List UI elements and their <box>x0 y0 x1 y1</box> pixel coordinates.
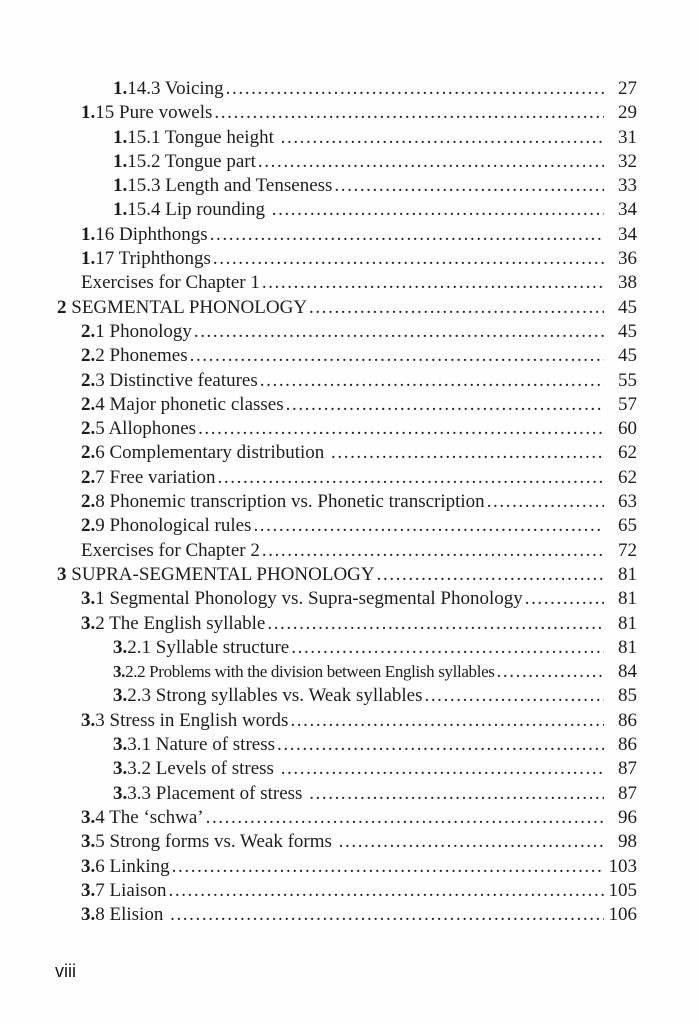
toc-entry-title <box>81 539 260 563</box>
toc-entry <box>57 490 637 514</box>
toc-entry-title <box>81 101 212 125</box>
toc-entry-text: 1 Phonology <box>95 320 192 342</box>
toc-page-number: 31 <box>618 126 637 148</box>
toc-entry-chapter-number: 3. <box>113 636 128 658</box>
toc-entry-text: 3 Stress in English words <box>95 709 289 731</box>
toc-entry-title <box>81 441 329 465</box>
toc-page-number: 98 <box>618 831 637 853</box>
toc-leader-dots <box>377 563 604 587</box>
toc-entry-title <box>81 271 260 295</box>
toc-entry <box>57 126 637 150</box>
toc-page-number: 32 <box>618 150 637 172</box>
toc-leader-dots <box>309 782 604 806</box>
toc-entry-chapter-number: 1. <box>113 175 128 197</box>
toc-leader-dots <box>497 660 604 684</box>
toc-leader-dots <box>424 684 604 708</box>
toc-page-number: 72 <box>618 539 637 561</box>
toc-leader-dots <box>260 369 604 393</box>
toc-entry-chapter-number: 2 <box>57 296 67 318</box>
folio-page-number: viii <box>55 961 76 981</box>
toc-entry-title <box>81 247 211 271</box>
toc-entry-title <box>113 660 495 684</box>
toc-entry-chapter-number: 2. <box>81 345 96 367</box>
toc-entry-text: 2.3 Strong syllables vs. Weak syllables <box>127 685 423 707</box>
toc-entry-chapter-number: 3. <box>81 855 96 877</box>
toc-page-number: 34 <box>618 199 637 221</box>
toc-entry-title <box>81 612 265 636</box>
toc-entry <box>57 393 637 417</box>
toc-leader-dots <box>331 441 604 465</box>
toc-entry <box>57 757 637 781</box>
toc-entry <box>57 830 637 854</box>
toc-entry-text: 7 Liaison <box>95 879 167 901</box>
toc-leader-dots <box>267 612 604 636</box>
toc-leader-dots <box>190 344 604 368</box>
toc-entry <box>57 466 637 490</box>
toc-entry <box>57 709 637 733</box>
toc-page-number: 81 <box>618 636 637 658</box>
toc-leader-dots <box>206 806 604 830</box>
toc-leader-dots <box>262 271 604 295</box>
toc-entry-text: 4 The ‘schwa’ <box>95 806 204 828</box>
toc-page-number: 34 <box>618 223 637 245</box>
toc-entry-title <box>113 733 275 757</box>
toc-page-number: 84 <box>618 661 637 683</box>
toc-entry-title <box>81 393 284 417</box>
toc-page-number: 27 <box>618 78 637 99</box>
toc-entry <box>57 782 637 806</box>
toc-page-number: 106 <box>608 904 637 926</box>
toc-page-number: 86 <box>618 734 637 756</box>
toc-entry-chapter-number: 3. <box>81 709 96 731</box>
toc-entry-chapter-number: 3. <box>113 685 128 707</box>
toc-entry-text: 9 Phonological rules <box>95 515 252 537</box>
toc-page-number: 105 <box>608 879 637 901</box>
toc-page-number: 45 <box>618 296 637 318</box>
toc-entry-text: 3.2 Levels of stress <box>127 758 279 780</box>
toc-entry-title <box>81 466 216 490</box>
toc-leader-dots <box>525 587 604 611</box>
toc-leader-dots <box>172 855 604 879</box>
toc-leader-dots <box>277 733 604 757</box>
toc-entry-text: 7 Free variation <box>95 466 216 488</box>
toc-page-number: 87 <box>618 758 637 780</box>
toc-entry-text: 15.2 Tongue part <box>127 150 256 172</box>
toc-entry-title <box>81 490 485 514</box>
toc-page-number: 62 <box>618 442 637 464</box>
toc-page-number: 45 <box>618 345 637 367</box>
toc-page-number: 86 <box>618 709 637 731</box>
toc-leader-dots <box>210 223 604 247</box>
toc-entry-title <box>81 709 288 733</box>
toc-page-number: 55 <box>618 369 637 391</box>
toc-page-number: 62 <box>618 466 637 488</box>
toc-entry-title <box>57 296 307 320</box>
toc-entry-title <box>81 369 258 393</box>
toc-entry-title <box>113 150 256 174</box>
toc-entry-chapter-number: 2. <box>81 442 96 464</box>
toc-entry-text: 17 Triphthongs <box>95 248 211 270</box>
toc-entry-title <box>81 320 192 344</box>
toc-entry-chapter-number: 2. <box>81 418 96 440</box>
toc-entry-title <box>81 830 337 854</box>
toc-entry <box>57 417 637 441</box>
toc-entry <box>57 77 637 101</box>
toc-entry-title <box>113 636 289 660</box>
toc-page-number: 103 <box>608 855 637 877</box>
toc-entry-chapter-number: 1. <box>113 78 128 99</box>
toc-entry-text: 15 Pure vowels <box>95 102 213 124</box>
toc-leader-dots <box>198 417 604 441</box>
toc-page-number: 36 <box>618 248 637 270</box>
toc-entry <box>57 636 637 660</box>
toc-page-number: 57 <box>618 393 637 415</box>
toc-entry <box>57 344 637 368</box>
toc-leader-dots <box>226 77 604 101</box>
toc-leader-dots <box>258 150 604 174</box>
toc-leader-dots <box>213 247 604 271</box>
toc-entry-title <box>113 757 279 781</box>
toc-entry-text: 3.1 Nature of stress <box>127 734 275 756</box>
toc-leader-dots <box>487 490 604 514</box>
toc-entry-text: 2.1 Syllable structure <box>127 636 290 658</box>
toc-entry-title <box>81 514 251 538</box>
toc-entry-text: SEGMENTAL PHONOLOGY <box>66 296 308 318</box>
toc-page-number: 63 <box>618 491 637 513</box>
toc-leader-dots <box>281 126 604 150</box>
toc-entry-text: 6 Complementary distribution <box>95 442 330 464</box>
toc-entry-text: 8 Phonemic transcription vs. Phonetic transcription <box>95 491 485 513</box>
toc-entry <box>57 660 637 684</box>
toc-entry <box>57 733 637 757</box>
toc-leader-dots <box>218 466 604 490</box>
toc-entry-text: 15.3 Length and Tenseness <box>127 175 333 197</box>
toc-page-number: 45 <box>618 320 637 342</box>
toc-entry-chapter-number: 2. <box>81 320 96 342</box>
toc-leader-dots <box>309 296 604 320</box>
toc-page-number: 29 <box>618 102 637 124</box>
toc-entry <box>57 684 637 708</box>
toc-entry <box>57 855 637 879</box>
toc-page-number: 65 <box>618 515 637 537</box>
toc-entry-title <box>81 223 208 247</box>
toc-entry-text: 2 The English syllable <box>95 612 266 634</box>
toc-entry <box>57 320 637 344</box>
toc-entry <box>57 223 637 247</box>
toc-entry <box>57 101 637 125</box>
toc-page-number: 87 <box>618 782 637 804</box>
toc-page-number: 60 <box>618 418 637 440</box>
toc-entry-text: 16 Diphthongs <box>95 223 208 245</box>
toc-leader-dots <box>339 830 604 854</box>
toc-entry-chapter-number: 3. <box>113 758 128 780</box>
toc-entry <box>57 903 637 927</box>
toc-entry-text: 3 Distinctive features <box>95 369 258 391</box>
toc-entry-chapter-number: 2. <box>81 491 96 513</box>
toc-leader-dots <box>262 539 604 563</box>
toc-entry-title <box>113 126 279 150</box>
toc-leader-dots <box>169 879 605 903</box>
toc-entry-title <box>81 587 523 611</box>
toc-entry-text: 2 Phonemes <box>95 345 188 367</box>
toc-entry <box>57 539 637 563</box>
toc-entry-title <box>81 855 170 879</box>
toc-page-number: 33 <box>618 175 637 197</box>
toc-entry <box>57 612 637 636</box>
toc-entry-text: Exercises for Chapter 1 <box>81 272 260 294</box>
toc-leader-dots <box>290 709 604 733</box>
toc-entry-chapter-number: 3. <box>113 662 126 682</box>
toc-entry-title <box>81 417 196 441</box>
toc-leader-dots <box>272 198 604 222</box>
toc-leader-dots <box>214 101 604 125</box>
toc-entry-chapter-number: 1. <box>81 223 96 245</box>
toc-entry <box>57 441 637 465</box>
toc-entry-text: 15.4 Lip rounding <box>127 199 270 221</box>
toc-entry-text: 5 Allophones <box>95 418 197 440</box>
toc-entry <box>57 296 637 320</box>
toc-entry <box>57 879 637 903</box>
toc-entry <box>57 514 637 538</box>
toc-entry-title <box>113 684 422 708</box>
toc-page-number: 38 <box>618 272 637 294</box>
toc-page-number: 96 <box>618 806 637 828</box>
toc-leader-dots <box>281 757 604 781</box>
toc-leader-dots <box>291 636 604 660</box>
toc-entry-chapter-number: 2. <box>81 515 96 537</box>
toc-entry-title <box>81 903 168 927</box>
toc-entry-chapter-number: 1. <box>113 150 128 172</box>
toc-entry-title <box>113 782 307 806</box>
toc-entry-text: 15.1 Tongue height <box>127 126 279 148</box>
toc-entry-text: 2.2 Problems with the division between English syllables <box>125 662 495 682</box>
toc-leader-dots <box>170 903 604 927</box>
table-of-contents <box>57 77 637 927</box>
toc-entry <box>57 150 637 174</box>
toc-entry <box>57 247 637 271</box>
toc-page-number: 81 <box>618 588 637 610</box>
toc-entry <box>57 198 637 222</box>
toc-entry-chapter-number: 1. <box>81 102 96 124</box>
toc-entry-title <box>57 563 375 587</box>
toc-entry-title <box>113 77 224 101</box>
toc-entry-title <box>81 879 167 903</box>
toc-entry-text: 1 Segmental Phonology vs. Supra-segmental Phonology <box>95 588 523 610</box>
toc-entry-chapter-number: 3. <box>81 831 96 853</box>
toc-entry-chapter-number: 3. <box>81 904 96 926</box>
toc-entry-chapter-number: 2. <box>81 393 96 415</box>
toc-entry-chapter-number: 2. <box>81 369 96 391</box>
toc-leader-dots <box>194 320 604 344</box>
toc-entry-title <box>113 174 332 198</box>
toc-entry-text: 3.3 Placement of stress <box>127 782 308 804</box>
toc-entry <box>57 369 637 393</box>
toc-entry-title <box>113 198 270 222</box>
toc-entry <box>57 563 637 587</box>
toc-leader-dots <box>334 174 604 198</box>
toc-entry <box>57 587 637 611</box>
toc-entry-text: 6 Linking <box>95 855 170 877</box>
toc-entry-chapter-number: 3 <box>57 563 67 585</box>
toc-entry-text: 4 Major phonetic classes <box>95 393 284 415</box>
toc-page-number: 85 <box>618 685 637 707</box>
toc-entry-chapter-number: 3. <box>81 806 96 828</box>
toc-leader-dots <box>286 393 604 417</box>
toc-entry-chapter-number: 3. <box>113 734 128 756</box>
toc-entry-chapter-number: 2. <box>81 466 96 488</box>
toc-entry-chapter-number: 3. <box>81 612 96 634</box>
toc-entry <box>57 806 637 830</box>
toc-entry-chapter-number: 1. <box>113 126 128 148</box>
toc-entry <box>57 271 637 295</box>
toc-entry-text: 8 Elision <box>95 904 169 926</box>
toc-entry-chapter-number: 3. <box>81 588 96 610</box>
toc-entry-title <box>81 806 204 830</box>
toc-entry-chapter-number: 1. <box>113 199 128 221</box>
toc-entry-text: 5 Strong forms vs. Weak forms <box>95 831 337 853</box>
toc-entry-text: Exercises for Chapter 2 <box>81 539 260 561</box>
toc-entry-chapter-number: 3. <box>81 879 96 901</box>
toc-entry <box>57 174 637 198</box>
toc-entry-text: 14.3 Voicing <box>127 78 224 99</box>
toc-entry-chapter-number: 1. <box>81 248 96 270</box>
toc-entry-chapter-number: 3. <box>113 782 128 804</box>
toc-page-number: 81 <box>618 612 637 634</box>
toc-leader-dots <box>253 514 604 538</box>
toc-page-number: 81 <box>618 563 637 585</box>
toc-entry-title <box>81 344 188 368</box>
toc-entry-text: SUPRA-SEGMENTAL PHONOLOGY <box>66 563 375 585</box>
